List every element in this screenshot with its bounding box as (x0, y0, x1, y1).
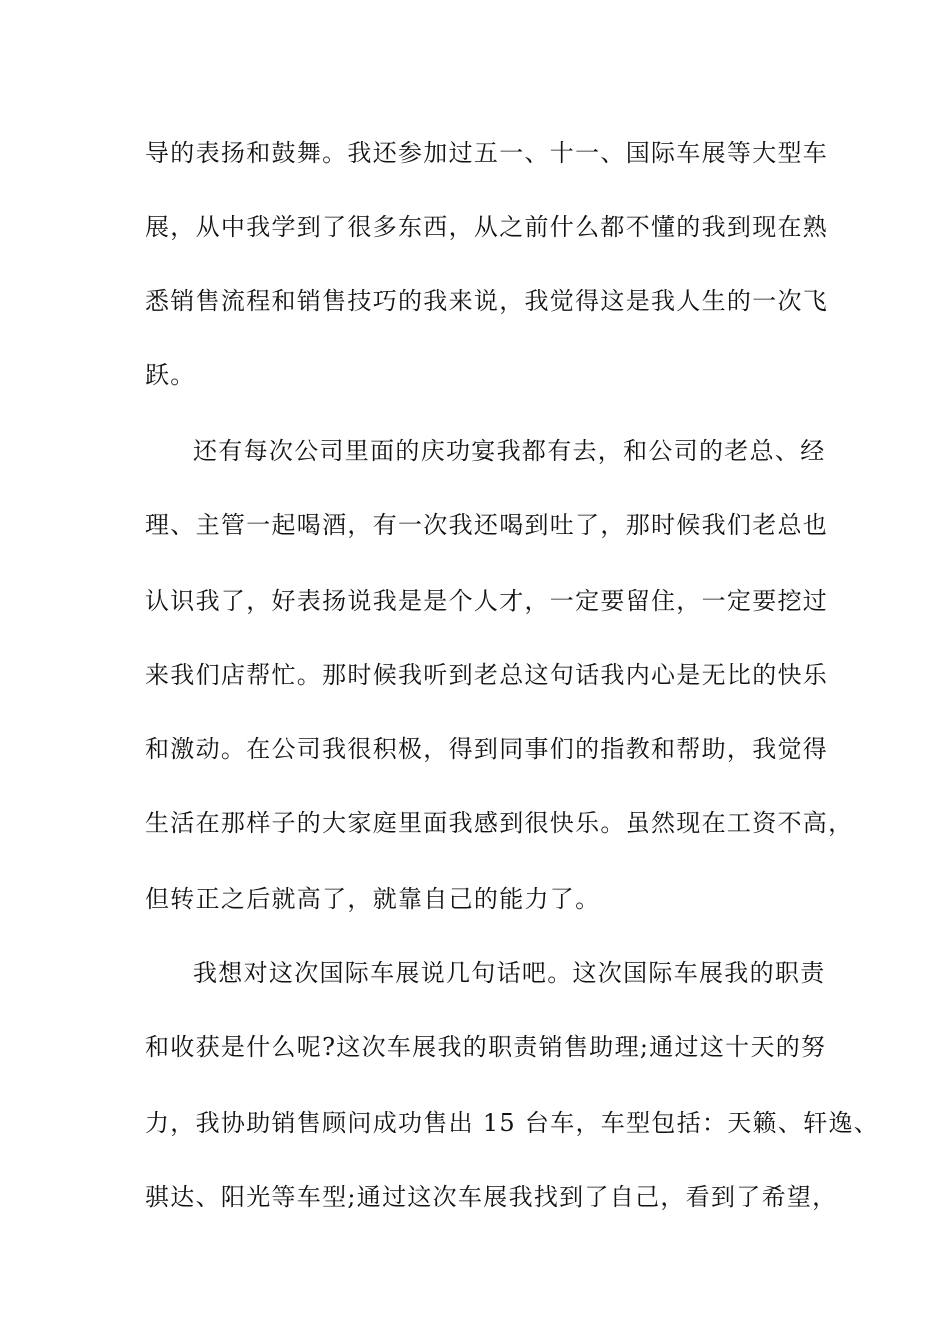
text-line: 悉销售流程和销售技巧的我来说，我觉得这是我人生的一次飞 (145, 287, 829, 315)
text-line: 生活在那样子的大家庭里面我感到很快乐。虽然现在工资不高， (145, 809, 854, 837)
text-line: 力，我协助销售顾问成功售出 15 台车，车型包括：天籁、轩逸、 (145, 1109, 880, 1137)
text-line: 和收获是什么呢?这次车展我的职责销售助理;通过这十天的努 (145, 1033, 827, 1061)
text-line: 理、主管一起喝酒，有一次我还喝到吐了，那时候我们老总也 (145, 511, 829, 539)
text-line-indented: 我想对这次国际车展说几句话吧。这次国际车展我的职责 (193, 959, 826, 987)
text-line: 导的表扬和鼓舞。我还参加过五一、十一、国际车展等大型车 (145, 139, 829, 167)
text-line: 展，从中我学到了很多东西，从之前什么都不懂的我到现在熟 (145, 213, 829, 241)
text-line: 跃。 (145, 361, 196, 389)
text-line: 骐达、阳光等车型;通过这次车展我找到了自己，看到了希望， (145, 1183, 838, 1211)
text-line: 但转正之后就高了，就靠自己的能力了。 (145, 885, 601, 913)
text-line: 来我们店帮忙。那时候我听到老总这句话我内心是无比的快乐 (145, 661, 829, 689)
text-line: 认识我了，好表扬说我是是个人才，一定要留住，一定要挖过 (145, 587, 829, 615)
text-line: 和激动。在公司我很积极，得到同事们的指教和帮助，我觉得 (145, 735, 829, 763)
text-line-indented: 还有每次公司里面的庆功宴我都有去，和公司的老总、经 (193, 437, 826, 465)
